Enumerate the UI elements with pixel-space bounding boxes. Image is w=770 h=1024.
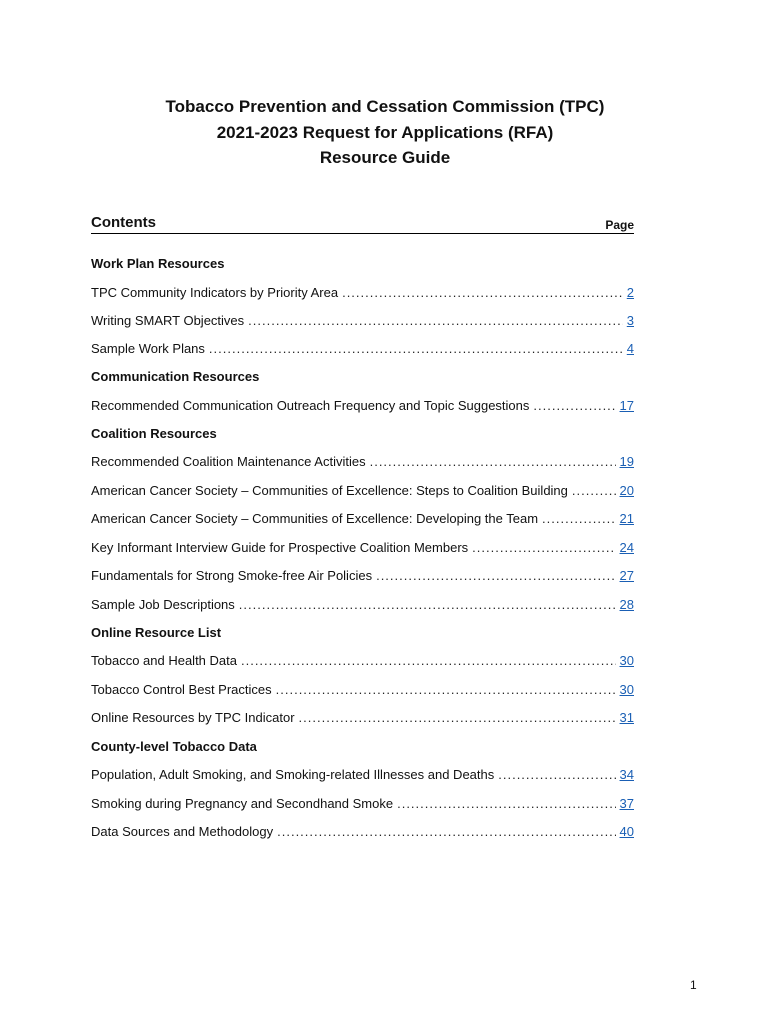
toc-page-link[interactable]: 4 [626,341,634,356]
toc-page-link[interactable]: 21 [619,511,634,526]
leader-dots [397,796,615,811]
leader-dots [248,313,623,328]
leader-dots [472,540,615,555]
toc-entry-text: Online Resources by TPC Indicator [91,710,295,725]
page-column-label: Page [605,218,634,232]
toc-entry[interactable] [91,454,634,474]
contents-label: Contents [91,214,156,231]
leader-dots [542,511,616,526]
toc-entry-text: Data Sources and Methodology [91,824,274,839]
toc-page-link[interactable]: 30 [619,653,634,668]
toc-entry[interactable] [91,398,634,418]
toc-entry-text: Tobacco Control Best Practices [91,682,272,697]
leader-dots [376,568,615,583]
toc-entry-text: Fundamentals for Strong Smoke-free Air Policies [91,568,373,583]
section-title-work-plan: Work Plan Resources [91,256,225,271]
toc-entry-text: Sample Job Descriptions [91,597,235,612]
toc-entry[interactable] [91,682,634,702]
leader-dots [370,454,616,469]
section-title-online-resources: Online Resource List [91,625,222,640]
leader-dots [277,824,615,839]
toc-page-link[interactable]: 40 [619,824,634,839]
toc-page-link[interactable]: 3 [626,313,634,328]
section-title-county-data: County-level Tobacco Data [91,739,257,754]
toc-page-link[interactable]: 24 [619,540,634,555]
toc-page-link[interactable]: 2 [626,285,634,300]
toc-entry-text: Sample Work Plans [91,341,205,356]
toc-page-link[interactable]: 28 [619,597,634,612]
toc-page-link[interactable]: 30 [619,682,634,697]
toc-entry[interactable] [91,341,634,361]
toc-entry[interactable] [91,653,634,673]
section-title-coalition: Coalition Resources [91,426,217,441]
toc-page-link[interactable]: 37 [619,796,634,811]
leader-dots [209,341,623,356]
title-line-2: 2021-2023 Request for Applications (RFA) [216,122,554,142]
title-line-1: Tobacco Prevention and Cessation Commission (TPC) [165,97,605,116]
toc-page-link[interactable]: 17 [619,398,634,413]
toc-entry-text: Writing SMART Objectives [91,313,245,328]
toc-entry-text: TPC Community Indicators by Priority Area [91,285,339,300]
document-title [0,94,770,171]
page-number: 1 [690,978,697,992]
leader-dots [533,398,615,413]
toc-entry[interactable] [91,710,634,730]
toc-entry-text: Population, Adult Smoking, and Smoking-related Illnesses and Deaths [91,767,495,782]
toc-entry-text: American Cancer Society – Communities of Excellence: Developing the Team [91,511,539,526]
toc-page-link[interactable]: 27 [619,568,634,583]
contents-header [91,214,634,234]
leader-dots [299,710,616,725]
leader-dots [276,682,616,697]
toc-page-link[interactable]: 31 [619,710,634,725]
leader-dots [498,767,615,782]
toc-entry[interactable] [91,568,634,588]
leader-dots [342,285,623,300]
toc-entry-text: Tobacco and Health Data [91,653,237,668]
leader-dots [239,597,616,612]
toc-entry[interactable] [91,796,634,816]
toc-entry[interactable] [91,483,634,503]
toc-entry-text: Smoking during Pregnancy and Secondhand Smoke [91,796,394,811]
toc-entry[interactable] [91,767,634,787]
leader-dots [241,653,616,668]
title-line-3: Resource Guide [319,148,451,167]
section-title-communication: Communication Resources [91,369,260,384]
toc-entry[interactable] [91,597,634,617]
toc-page-link[interactable]: 34 [619,767,634,782]
toc-entry[interactable] [91,540,634,560]
leader-dots [572,483,616,498]
toc-entry-text: Recommended Coalition Maintenance Activities [91,454,366,469]
toc-entry-text: Recommended Communication Outreach Frequency and Topic Suggestions [91,398,530,413]
toc-page-link[interactable]: 20 [619,483,634,498]
toc-entry[interactable] [91,511,634,531]
toc-page-link[interactable]: 19 [619,454,634,469]
toc-entry-text: Key Informant Interview Guide for Prospective Coalition Members [91,540,469,555]
toc-entry-text: American Cancer Society – Communities of Excellence: Steps to Coalition Building [91,483,568,498]
toc-entry[interactable] [91,313,634,333]
toc-entry[interactable] [91,824,634,844]
toc-entry[interactable] [91,285,634,305]
